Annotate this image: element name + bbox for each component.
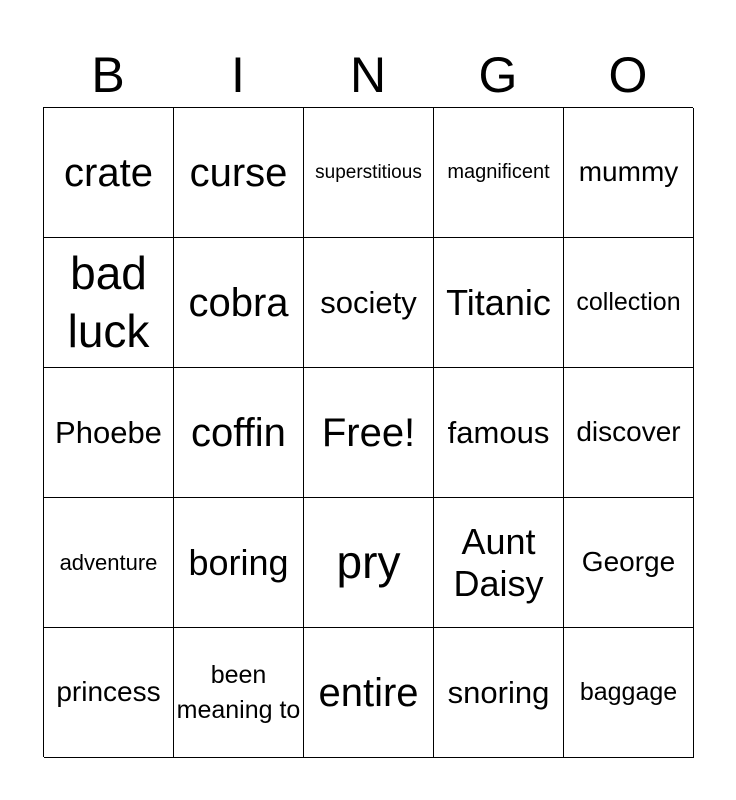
bingo-cell[interactable] (44, 498, 174, 628)
bingo-cell[interactable] (434, 498, 564, 628)
bingo-cell[interactable] (304, 108, 434, 238)
cell-text: superstitious (315, 161, 422, 183)
bingo-cell[interactable] (434, 238, 564, 368)
bingo-cell[interactable] (304, 628, 434, 758)
cell-text: curse (189, 150, 288, 195)
cell-text: Titanic (446, 281, 551, 323)
bingo-cell[interactable] (564, 108, 694, 238)
bingo-cell[interactable] (434, 368, 564, 498)
cell-text: adventure (59, 549, 158, 575)
cell-text: famous (447, 414, 550, 450)
bingo-cell[interactable] (434, 108, 564, 238)
cell-text: mummy (578, 156, 679, 188)
bingo-cell[interactable] (44, 368, 174, 498)
cell-text: crate (64, 150, 153, 195)
cell-text: been meaning to (176, 660, 301, 724)
bingo-cell[interactable] (304, 238, 434, 368)
cell-text: entire (318, 670, 419, 715)
cell-text: boring (188, 541, 289, 583)
bingo-board (43, 107, 693, 757)
bingo-cell[interactable] (174, 498, 304, 628)
free-space-text: Free! (321, 410, 416, 455)
bingo-cell[interactable] (174, 628, 304, 758)
cell-text: society (320, 284, 417, 320)
bingo-cell[interactable] (564, 368, 694, 498)
cell-text: baggage (579, 678, 678, 707)
bingo-cell[interactable] (564, 498, 694, 628)
header-letter-o: O (608, 47, 648, 103)
cell-text: snoring (447, 674, 550, 710)
cell-text: collection (576, 288, 681, 317)
bingo-cell[interactable] (564, 238, 694, 368)
bingo-header (43, 44, 693, 106)
bingo-cell[interactable] (434, 628, 564, 758)
header-letter-n: N (349, 47, 387, 103)
cell-text: pry (336, 535, 401, 588)
cell-text: magnificent (447, 161, 550, 183)
bingo-cell[interactable] (44, 108, 174, 238)
bingo-cell[interactable] (564, 628, 694, 758)
header-letter-i: I (231, 47, 245, 103)
bingo-cell[interactable] (44, 628, 174, 758)
bingo-cell[interactable] (174, 238, 304, 368)
bingo-cell[interactable] (44, 238, 174, 368)
cell-text: Aunt Daisy (453, 521, 544, 604)
free-space-cell[interactable] (304, 368, 434, 498)
cell-text: princess (56, 676, 161, 708)
bingo-cell[interactable] (304, 498, 434, 628)
header-letter-b: B (91, 47, 125, 103)
cell-text: coffin (191, 410, 286, 455)
bingo-cell[interactable] (174, 108, 304, 238)
header-letter-g: G (478, 47, 518, 103)
cell-text: bad luck (67, 247, 150, 357)
cell-text: Phoebe (55, 414, 162, 450)
cell-text: George (581, 546, 676, 578)
cell-text: cobra (188, 280, 289, 325)
cell-text: discover (576, 416, 681, 448)
bingo-cell[interactable] (174, 368, 304, 498)
